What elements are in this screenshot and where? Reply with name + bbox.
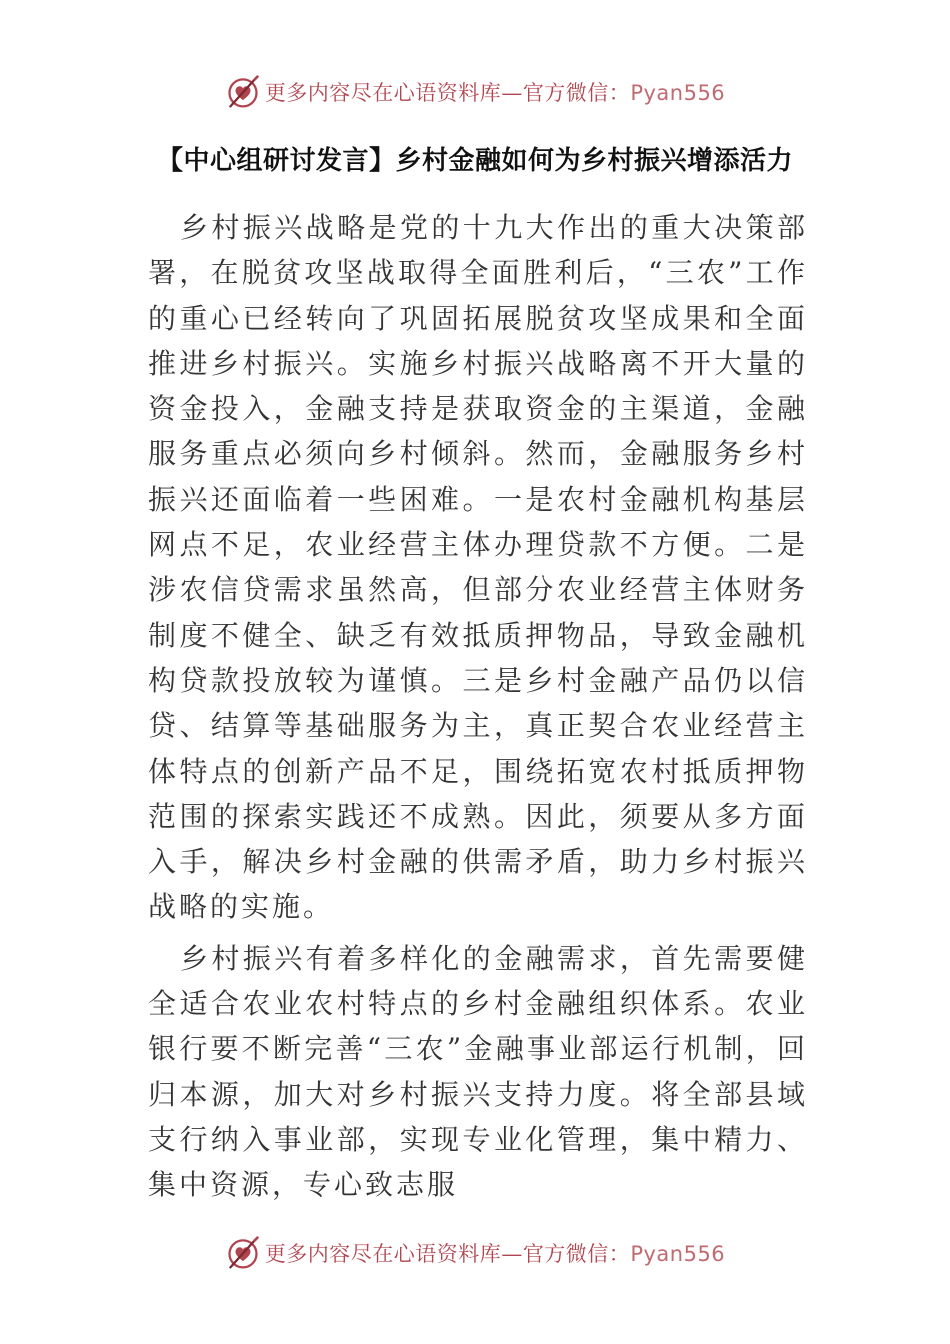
banner-main-text: 更多内容尽在心语资料库 [264,1242,502,1266]
paragraph: 乡村振兴有着多样化的金融需求，首先需要健全适合农业农村特点的乡村金融组织体系。农业银行要不断完善“三农”金融事业部运行机制，回归本源，加大对乡村振兴支持力度。将全部县域支行纳入事业部，实现专业化管理，集中精力、集中资源，专心致志服 [148,941,808,1202]
heart-pen-logo-icon [225,74,261,110]
header-banner [0,72,950,112]
banner-wechat-id: Pyan556 [630,81,726,105]
document-title: 【中心组研讨发言】乡村金融如何为乡村振兴增添活力 [156,146,793,176]
banner-main-text: 更多内容尽在心语资料库 [264,81,502,105]
footer-banner [0,1233,950,1273]
banner-dash-text: —官方微信： [501,81,631,105]
banner-text [265,1238,725,1268]
heart-pen-logo-icon [225,1235,261,1271]
banner-text [265,77,725,107]
document-body [148,205,808,1214]
banner-wechat-id: Pyan556 [630,1242,726,1266]
banner-dash-text: —官方微信： [501,1242,631,1266]
paragraph: 乡村振兴战略是党的十九大作出的重大决策部署，在脱贫攻坚战取得全面胜利后，“三农”工作的重心已经转向了巩固拓展脱贫攻坚成果和全面推进乡村振兴。实施乡村振兴战略离不开大量的资金投入，金融支持是获取资金的主渠道，金融服务重点必须向乡村倾斜。然而，金融服务乡村振兴还面临着一些困难。一是农村金融机构基层网点不足，农业经营主体办理贷款不方便。二是涉农信贷需求虽然高，但部分农业经营主体财务制度不健全、缺乏有效抵质押物品，导致金融机构贷款投放较为谨慎。三是乡村金融产品仍以信贷、结算等基础服务为主，真正契合农业经营主体特点的创新产品不足，围绕拓宽农村抵质押物范围的探索实践还不成熟。因此，须要从多方面入手，解决乡村金融的供需矛盾，助力乡村振兴战略的实施。 [148,211,808,924]
